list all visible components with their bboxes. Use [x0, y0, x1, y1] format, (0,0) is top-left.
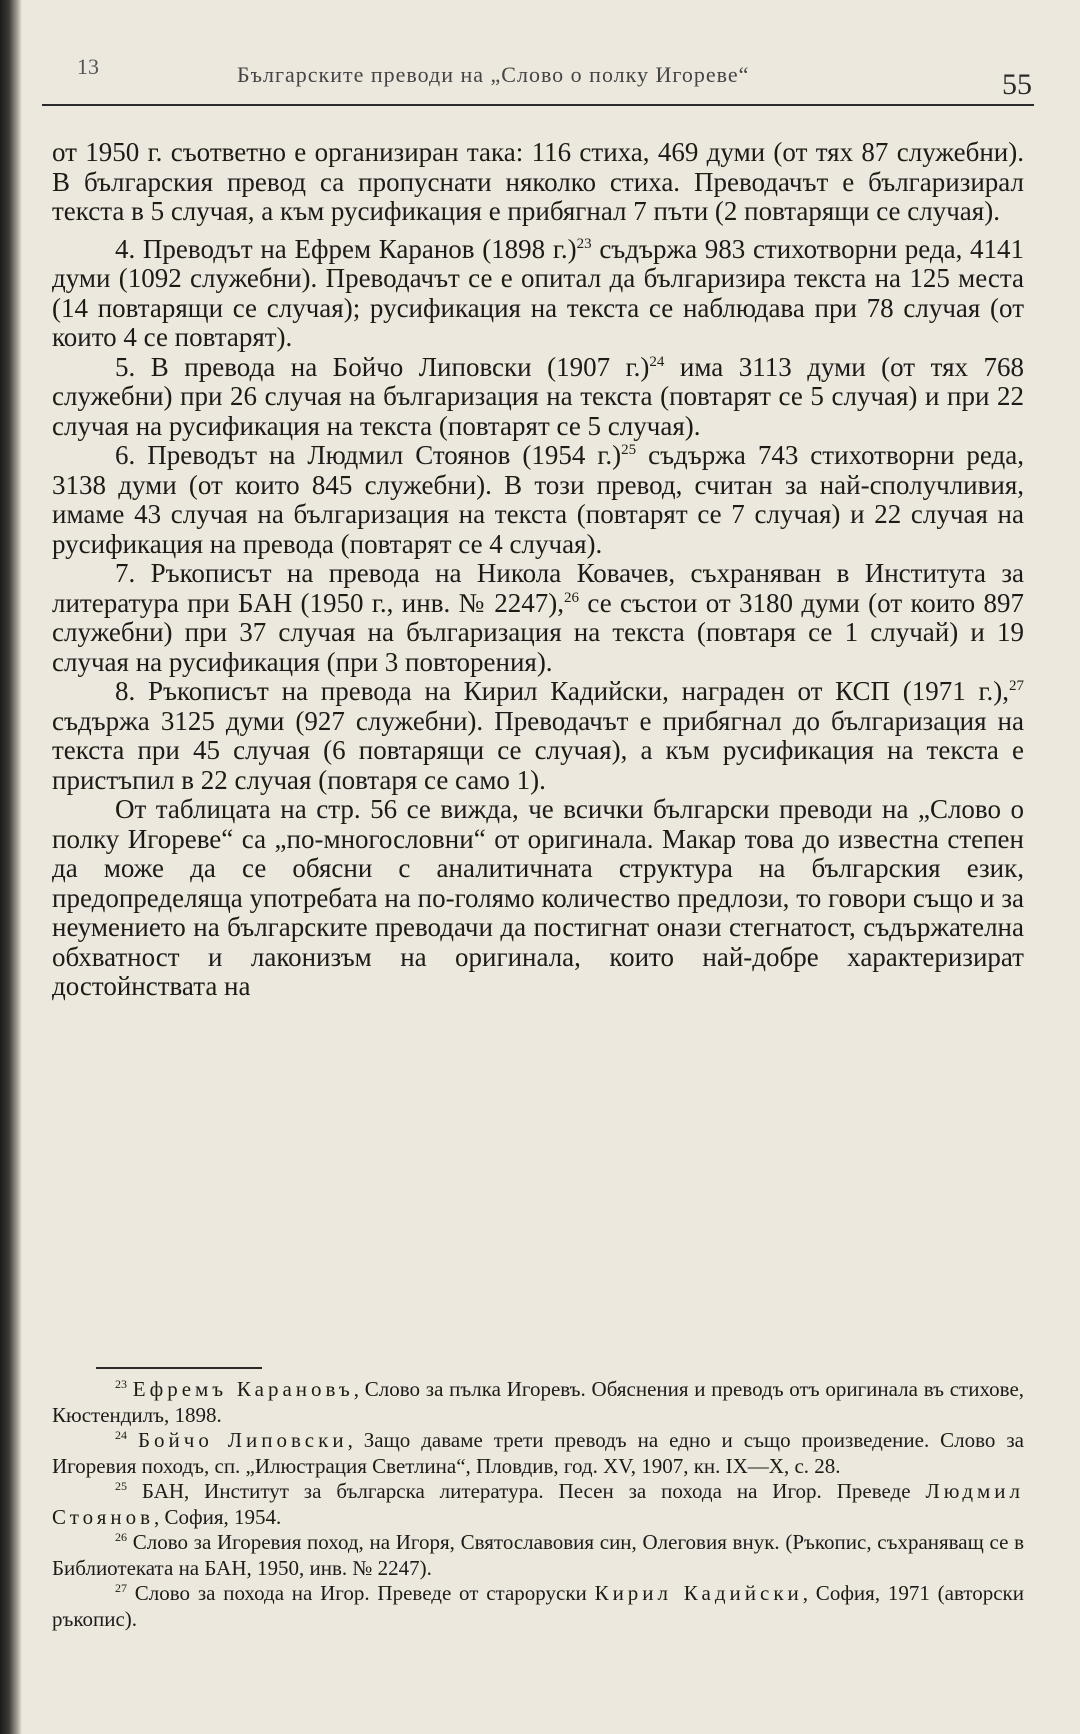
footnote-number: 23 — [115, 1377, 127, 1391]
footnote-number: 25 — [115, 1479, 127, 1493]
paragraph-text: 7. Ръкописът на превода на Никола Ковачев, съхраняван в Института за литература при БАН (1950 г., инв. № 2247), — [52, 558, 1024, 618]
footnote-separator — [96, 1367, 262, 1369]
paragraph-text: има 3113 думи (от тях 768 служебни) при 26 случая на българизация на текста (повтарят се 5 случая) и при 22 случая на русификация на текста (повтарят се 5 случая). — [52, 351, 1025, 441]
footnote-author: Бойчо Липовски — [137, 1428, 348, 1452]
paragraph-text: 8. Ръкописът на превода на Кирил Кадийски, награден от КСП (1971 г.), — [115, 676, 1009, 706]
footnote-text: , София, 1971 (авторски ръкопис). — [52, 1581, 1024, 1631]
footnote-text: , София, 1954. — [154, 1504, 282, 1529]
footnote-author: Кирил Кадийски — [594, 1581, 803, 1605]
paragraph-conclusion: От таблицата на стр. 56 се вижда, че всички български преводи на „Слово о полку Игореве“ са „по-многословни“ от оригинала. Макар това до известна степен да може да се обясни с аналитичната структура на българския език, предопределяща употребата на по-голямо количество предлози, то говори също и за неумението на българските преводачи да постигнат онази стегнатост, съдържателна обхватност и лаконизъм на оригинала, които най-добре характеризират достойнствата на — [52, 794, 1024, 1001]
footnote-item — [52, 1530, 1024, 1581]
running-header — [52, 52, 1032, 108]
paragraph-kovachev — [52, 559, 1024, 677]
footnote-number: 26 — [115, 1530, 127, 1544]
footnote-ref: 24 — [649, 353, 665, 370]
running-title: Българските преводи на „Слово о полку Игореве“ — [237, 62, 750, 87]
paragraph-text: се състои от 3180 думи (от които 897 служебни) при 37 случая на българизация на текста (повтаря се 1 случай) и 19 случая на русификация (при 3 повторения). — [52, 587, 1024, 677]
footnote-author: Людмил Стоянов — [52, 1479, 1025, 1529]
footnote-text: БАН, Институт за българска литература. Песен за похода на Игор. Преведе — [141, 1479, 926, 1503]
footnote-text: , Слово за пълка Игоревъ. Обяснения и преводъ отъ оригинала въ стихове, Кюстендилъ, 1898. — [52, 1377, 1025, 1427]
header-code: 13 — [77, 54, 99, 79]
main-text — [52, 138, 1024, 1002]
footnote-text: Слово за похода на Игор. Преведе от староруски — [134, 1581, 595, 1605]
paragraph-kadiyski — [52, 677, 1024, 795]
footnote-ref: 27 — [1009, 678, 1024, 694]
footnote-author: Ефремъ Карановъ — [132, 1377, 354, 1401]
footnotes — [52, 1377, 1024, 1632]
footnote-ref: 26 — [564, 589, 580, 606]
header-rule — [42, 104, 1034, 106]
footnote-number: 27 — [115, 1581, 127, 1595]
footnote-item — [52, 1581, 1024, 1632]
footnote-item — [52, 1428, 1024, 1479]
paragraph-text: съдържа 743 стихотворни реда, 3138 думи (от които 845 служебни). В този превод, считан за най-сполучливия, имаме 43 случая на българизация на текста (повтарят се 7 случая) и 22 случая на русификация на превода (повтарят се 4 случая). — [52, 440, 1024, 559]
paragraph-text: съдържа 3125 думи (927 служебни). Преводачът е прибягнал до българизация на текста при 45 случая (6 повтарящи се случая), а към русификация на текста е пристъпил в 22 случая (повтаря се само 1). — [52, 705, 1024, 795]
footnote-item — [52, 1377, 1024, 1428]
footnote-text: , Защо даваме трети преводъ на едно и също произведение. Слово за Игоревия походъ, сп. „Илюстрация Светлина“, Пловдив, год. XV, 1907, кн. IX—X, с. 28. — [52, 1428, 1024, 1478]
paragraph-karanov — [52, 235, 1024, 353]
page-number: 55 — [1002, 68, 1032, 101]
footnote-text: Слово за Игоревия поход, на Игоря, Святославовия син, Олеговия внук. (Ръкопис, съхраняващ се в Библиотеката на БАН, 1950, инв. № 2247). — [52, 1530, 1025, 1580]
footnote-item — [52, 1479, 1024, 1530]
footnote-ref: 25 — [621, 442, 637, 458]
book-page — [22, 0, 1080, 1734]
paragraph-stoyanov — [52, 441, 1024, 559]
paragraph-text: 5. В превода на Бойчо Липовски (1907 г.) — [115, 351, 650, 382]
paragraph-continued: от 1950 г. съответно е организиран така: 116 стиха, 469 думи (от тях 87 служебни). В българския превод са пропуснати няколко стиха. Преводачът е българизирал текста в 5 случая, а към русификация е прибягнал 7 пъти (2 повтарящи се случая). — [52, 137, 1024, 226]
footnote-ref: 23 — [576, 235, 592, 252]
footnote-number: 24 — [115, 1428, 127, 1442]
paragraph-text: 6. Преводът на Людмил Стоянов (1954 г.) — [115, 440, 622, 470]
paragraph-text: 4. Преводът на Ефрем Каранов (1898 г.) — [115, 233, 577, 264]
book-spine-shadow — [0, 0, 22, 1734]
paragraph-lipovski — [52, 353, 1024, 442]
paragraph-text: съдържа 983 стихотворни реда, 4141 думи (1092 служебни). Преводачът се е опитал да българизира текста на 125 места (14 повтарящи се случая); русификация на текста се наблюдава при 78 случая (от които 4 се повтарят). — [52, 233, 1024, 352]
